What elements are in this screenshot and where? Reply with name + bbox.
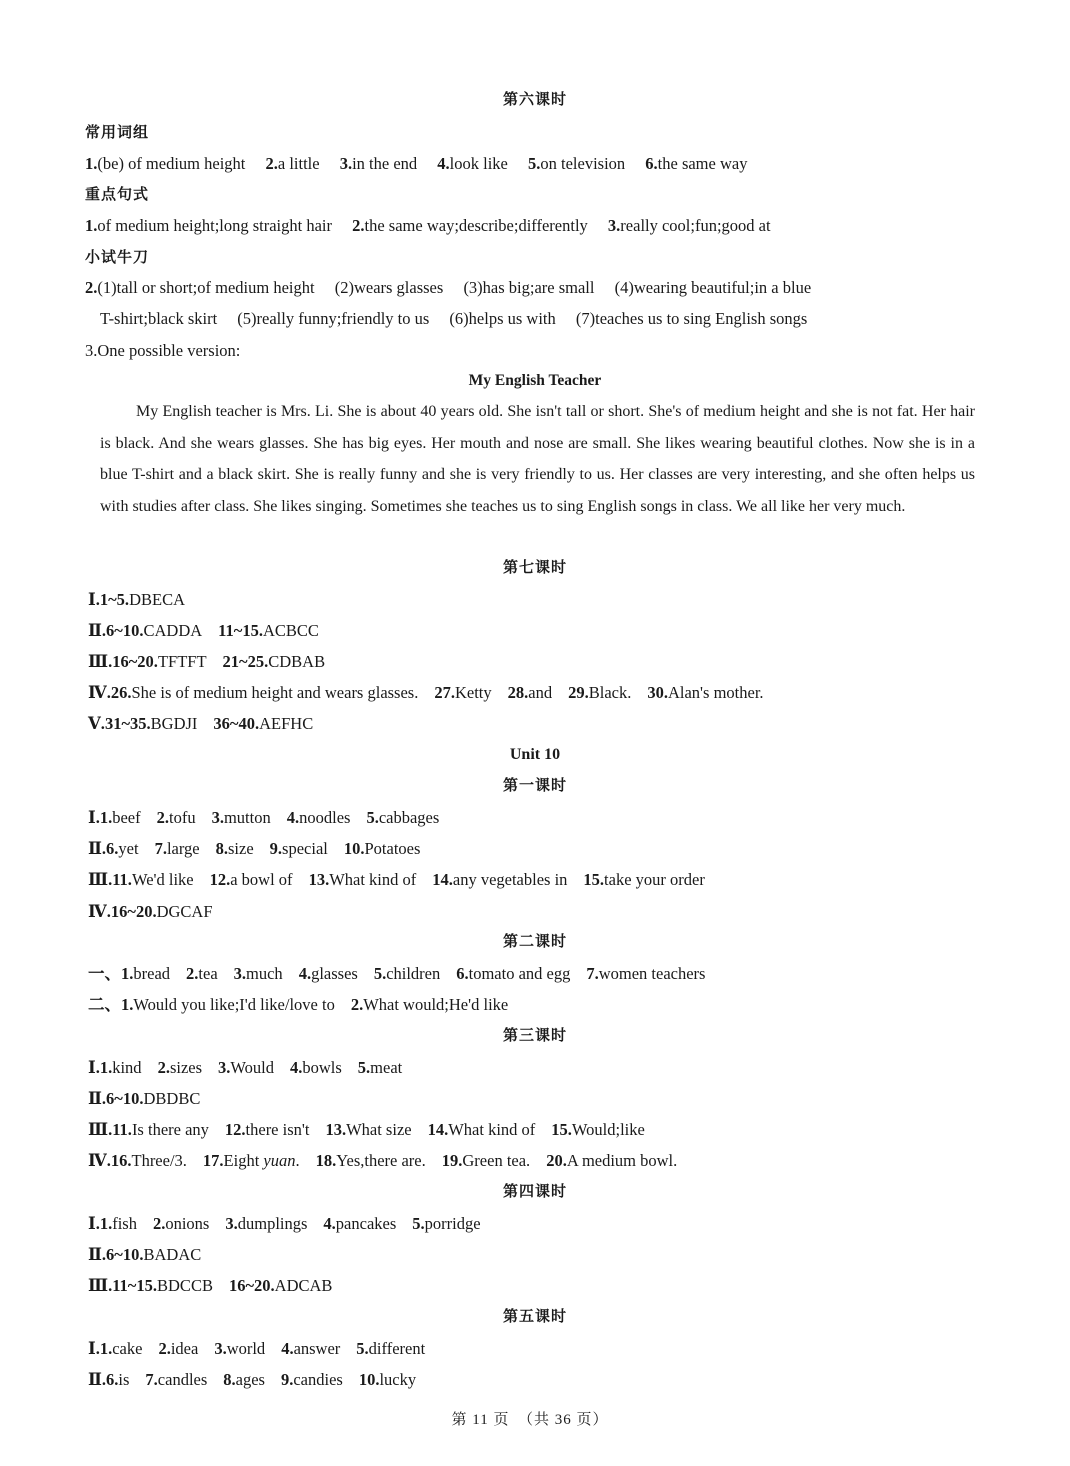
answer-number: 30. — [647, 683, 668, 702]
answer-text: is — [118, 1370, 130, 1389]
answer-text: pancakes — [335, 1214, 397, 1233]
answer-item — [106, 839, 139, 858]
answer-item — [100, 1214, 137, 1233]
answer-text: cake — [112, 1339, 143, 1358]
roman-numeral: Ⅰ. — [88, 1214, 100, 1233]
answer-number: 5. — [373, 964, 387, 983]
answer-item — [112, 870, 193, 889]
answer-text: Potatoes — [364, 839, 421, 858]
answer-row — [88, 872, 705, 889]
roman-numeral: Ⅳ. — [88, 683, 111, 702]
answer-item — [647, 683, 763, 702]
answer-item — [299, 964, 358, 983]
answer-item — [112, 652, 206, 671]
answer-number: 10. — [343, 839, 365, 858]
answer-number: 17. — [202, 1151, 224, 1170]
answer-text: answer — [293, 1339, 341, 1358]
answer-text: Ketty — [454, 683, 492, 702]
answer-text: bread — [133, 964, 171, 983]
answer-item — [356, 1339, 425, 1358]
answer-text: large — [166, 839, 200, 858]
answer-number: 1. — [99, 1058, 113, 1077]
answer-item — [359, 1370, 416, 1389]
answer-number: 20. — [546, 1151, 567, 1170]
answer-number: 2. — [152, 1214, 166, 1233]
answer-item — [432, 870, 567, 889]
answer-number: 18. — [315, 1151, 337, 1170]
answer-text: fish — [112, 1214, 137, 1233]
answer-item — [157, 808, 196, 827]
roman-numeral: Ⅳ. — [88, 1151, 111, 1170]
answer-number: 12. — [224, 1120, 246, 1139]
answer-number: 12. — [209, 870, 231, 889]
answer-number: 11. — [112, 1120, 132, 1139]
answer-item — [290, 1058, 342, 1077]
answer-text: BADAC — [143, 1245, 202, 1264]
answer-text: tomato and egg — [468, 964, 571, 983]
lesson7-title: 第七课时 — [502, 558, 567, 576]
answer-text: What kind of — [329, 870, 417, 889]
essay-paragraph: My English teacher is Mrs. Li. She is about 40 years old. She isn't tall or short. She's of medium height and she is not fat. Her hair is black. And she wears glasses. She has big eyes. Her mouth and nose are small. She likes wearing beautiful clothes. Now she is in a blue T-shirt and a black skirt. She is really funny and she is very friendly to us. Her classes are very interesting, and she often helps us with studies after class. She likes singing. Sometimes she teaches us to sing English songs in class. We all like her very much. — [100, 403, 975, 515]
answer-row — [88, 1278, 332, 1295]
roman-numeral: Ⅲ. — [88, 1276, 113, 1295]
answer-text: cabbages — [378, 808, 440, 827]
answer-number: 4. — [289, 1058, 303, 1077]
roman-numeral: 二、 — [88, 995, 121, 1014]
roman-numeral: Ⅱ. — [88, 621, 107, 640]
roman-numeral: Ⅲ. — [88, 870, 113, 889]
answer-item — [112, 1120, 209, 1139]
answer-number: 4. — [298, 964, 312, 983]
practice-item: (2)wears glasses — [334, 278, 444, 297]
answer-row — [88, 1122, 645, 1139]
answer-item — [216, 839, 254, 858]
phrases-heading: 常用词组 — [85, 123, 150, 141]
answer-item — [234, 964, 283, 983]
answer-item — [153, 1214, 209, 1233]
answer-number: 11~15. — [218, 621, 263, 640]
answer-row — [88, 654, 325, 671]
answer-number: 14. — [432, 870, 453, 889]
unit10-lesson2-title: 第二课时 — [502, 932, 567, 950]
roman-numeral: Ⅱ. — [88, 1245, 107, 1264]
answer-number: 8. — [215, 839, 229, 858]
answer-number: 15. — [583, 870, 605, 889]
answer-item — [323, 1214, 396, 1233]
answer-text: kind — [112, 1058, 142, 1077]
answer-text: women teachers — [598, 964, 706, 983]
answer-text: CDBAB — [268, 652, 326, 671]
answer-item — [309, 870, 417, 889]
answer-item — [442, 1151, 530, 1170]
answer-item — [546, 1151, 677, 1170]
lesson6-title: 第六课时 — [502, 90, 567, 108]
answer-number: 9. — [269, 839, 283, 858]
practice-item: T-shirt;black skirt — [100, 309, 218, 328]
roman-numeral: Ⅱ. — [88, 1370, 107, 1389]
answer-number: 7. — [145, 1370, 158, 1389]
answer-text: noodles — [299, 808, 351, 827]
answer-text: tea — [198, 964, 218, 983]
answer-row — [88, 1153, 677, 1170]
sentence-3: really cool;fun;good at — [620, 216, 771, 235]
answer-item — [218, 621, 319, 640]
answer-item — [344, 839, 421, 858]
answer-number: 29. — [568, 683, 589, 702]
answer-item — [508, 683, 552, 702]
answer-item — [586, 964, 705, 983]
answer-text: sizes — [169, 1058, 203, 1077]
answer-number: 8. — [223, 1370, 236, 1389]
roman-numeral: Ⅱ. — [88, 839, 107, 858]
sentence-2: the same way;describe;differently — [364, 216, 588, 235]
answer-text: bowls — [302, 1058, 342, 1077]
answer-text: yet — [118, 839, 139, 858]
sentences-heading: 重点句式 — [85, 185, 150, 203]
answer-text: Black. — [588, 683, 632, 702]
answer-number: 6. — [106, 839, 119, 858]
practice-item: (3)has big;are small — [463, 278, 595, 297]
roman-numeral: Ⅰ. — [88, 590, 100, 609]
answer-item — [270, 839, 328, 858]
essay-title: My English Teacher — [468, 372, 602, 389]
answer-text: ACBCC — [262, 621, 319, 640]
answer-item — [121, 995, 335, 1014]
answer-number: 16. — [110, 1151, 132, 1170]
answer-item — [106, 1245, 201, 1264]
answer-item — [281, 1370, 343, 1389]
answer-text: We'd like — [131, 870, 194, 889]
answer-number: 28. — [507, 683, 529, 702]
answer-text: She is of medium height and wears glasses. — [131, 683, 419, 702]
answer-number: 2. — [157, 1058, 170, 1077]
answer-row — [88, 997, 508, 1014]
answer-item — [551, 1120, 645, 1139]
answer-text: Yes,there are. — [336, 1151, 426, 1170]
answer-item — [351, 995, 508, 1014]
answer-text: idea — [170, 1339, 199, 1358]
answer-number: 11. — [112, 870, 132, 889]
answer-item — [568, 683, 631, 702]
answer-item — [434, 683, 491, 702]
answer-row — [88, 592, 185, 609]
answer-item — [225, 1214, 307, 1233]
answer-item — [158, 1339, 198, 1358]
answer-text: Alan's mother. — [667, 683, 764, 702]
answer-number: 4. — [286, 808, 300, 827]
answer-item — [229, 1276, 332, 1295]
answer-text: Eight yuan. — [223, 1151, 300, 1170]
answer-item — [106, 621, 202, 640]
answer-text: dumplings — [237, 1214, 308, 1233]
phrases-line: 1.(be) of medium height 2.a little 3.in the end 4.look like 5.on television 6.the same way — [85, 154, 748, 173]
answer-row — [88, 904, 213, 921]
answer-item — [287, 808, 351, 827]
answer-number: 1. — [99, 1214, 113, 1233]
roman-numeral: Ⅰ. — [88, 1339, 100, 1358]
roman-numeral: Ⅰ. — [88, 808, 100, 827]
answer-number: 16~20. — [110, 902, 157, 921]
phrase-3: in the end — [352, 154, 418, 173]
answer-text: porridge — [424, 1214, 481, 1233]
answer-number: 2. — [186, 964, 199, 983]
answer-text: much — [246, 964, 283, 983]
answer-item — [100, 1058, 142, 1077]
answer-text: beef — [112, 808, 141, 827]
answer-number: 2. — [156, 808, 169, 827]
answer-item — [100, 1339, 143, 1358]
phrase-1: (be) of medium height — [97, 154, 246, 173]
answer-row — [88, 1216, 481, 1233]
page-footer: 第 11 页 （共 36 页） — [451, 1412, 609, 1428]
answer-number: 6. — [106, 1370, 119, 1389]
answer-number: 6~10. — [106, 1089, 144, 1108]
answer-item — [105, 714, 197, 733]
answer-number: 19. — [441, 1151, 463, 1170]
answer-item — [223, 1370, 265, 1389]
answer-number: 1. — [121, 964, 134, 983]
answer-number: 6~10. — [106, 1245, 144, 1264]
answer-item — [100, 808, 141, 827]
sentence-1: of medium height;long straight hair — [97, 216, 333, 235]
unit10-lesson3-title: 第三课时 — [502, 1026, 567, 1044]
answer-number: 26. — [110, 683, 132, 702]
answer-number: 2. — [158, 1339, 171, 1358]
answer-item — [223, 652, 326, 671]
roman-numeral: Ⅲ. — [88, 652, 113, 671]
answer-number: 5. — [356, 1339, 369, 1358]
answer-item — [100, 590, 185, 609]
answer-number: 3. — [225, 1214, 238, 1233]
unit10-lesson5-title: 第五课时 — [502, 1307, 567, 1325]
answer-item — [366, 808, 439, 827]
answer-text: DGCAF — [156, 902, 213, 921]
answer-text: children — [386, 964, 441, 983]
answer-text: candies — [293, 1370, 343, 1389]
answer-row — [88, 716, 313, 733]
answer-number: 5. — [357, 1058, 371, 1077]
answer-item — [112, 1276, 213, 1295]
practice-row-1 — [85, 280, 811, 297]
answer-text: Would you like;I'd like/love to — [133, 995, 335, 1014]
answer-item — [213, 714, 313, 733]
answer-number: 1. — [121, 995, 134, 1014]
answer-item — [210, 870, 293, 889]
answer-row — [88, 1091, 200, 1108]
answer-number: 1. — [99, 1339, 113, 1358]
answer-text: Would — [230, 1058, 274, 1077]
practice-item: (6)helps us with — [449, 309, 556, 328]
answer-text: meat — [370, 1058, 403, 1077]
answer-text: there isn't — [245, 1120, 310, 1139]
answer-text: tofu — [169, 808, 196, 827]
answer-number: 36~40. — [213, 714, 260, 733]
answer-text: ADCAB — [274, 1276, 333, 1295]
answer-row — [88, 623, 319, 640]
answer-item — [106, 1370, 129, 1389]
answer-item — [111, 1151, 187, 1170]
sentences-line: 1.of medium height;long straight hair 2.the same way;describe;differently 3.really cool;fun;good at — [85, 216, 771, 235]
answer-item — [456, 964, 570, 983]
answer-item — [212, 808, 271, 827]
answer-number: 6~10. — [106, 621, 144, 640]
answer-number: 7. — [586, 964, 599, 983]
answer-text: take your order — [604, 870, 705, 889]
unit10-lesson1-title: 第一课时 — [502, 776, 567, 794]
answer-item — [214, 1339, 265, 1358]
answer-text: special — [282, 839, 328, 858]
answer-row — [88, 1247, 201, 1264]
answer-text: different — [368, 1339, 426, 1358]
answer-number: 27. — [434, 683, 455, 702]
answer-text: CADDA — [143, 621, 203, 640]
answer-number: 31~35. — [104, 714, 151, 733]
answer-text: What kind of — [448, 1120, 536, 1139]
unit10-title: Unit 10 — [509, 746, 561, 763]
roman-numeral: Ⅳ. — [88, 902, 111, 921]
answer-item — [121, 964, 170, 983]
answer-number: 13. — [308, 870, 330, 889]
answer-item — [145, 1370, 207, 1389]
phrase-4: look like — [449, 154, 508, 173]
phrase-2: a little — [277, 154, 320, 173]
answer-text: BDCCB — [157, 1276, 213, 1295]
roman-numeral: 一、 — [88, 964, 121, 983]
answer-item — [111, 683, 419, 702]
answer-text: any vegetables in — [452, 870, 568, 889]
answer-number: 14. — [427, 1120, 449, 1139]
practice-item: (5)really funny;friendly to us — [237, 309, 430, 328]
answer-text: and — [528, 683, 553, 702]
answer-item — [428, 1120, 536, 1139]
answer-text: BGDJI — [150, 714, 198, 733]
practice-item: (1)tall or short;of medium height — [97, 278, 315, 297]
answer-number: 2. — [350, 995, 364, 1014]
roman-numeral: Ⅴ. — [88, 714, 105, 733]
roman-numeral: Ⅱ. — [88, 1089, 107, 1108]
answer-number: 5. — [366, 808, 379, 827]
answer-number: 16~20. — [228, 1276, 275, 1295]
phrase-6: the same way — [657, 154, 748, 173]
practice-heading: 小试牛刀 — [85, 248, 150, 266]
answer-text: DBECA — [129, 590, 185, 609]
answer-number: 6. — [456, 964, 469, 983]
practice-row-2 — [100, 311, 807, 328]
roman-numeral: Ⅲ. — [88, 1120, 113, 1139]
answer-row — [88, 1341, 425, 1358]
answer-number: 1. — [99, 808, 113, 827]
answer-number: 21~25. — [222, 652, 269, 671]
practice-item: (4)wearing beautiful;in a blue — [614, 278, 812, 297]
answer-text: Three/3. — [131, 1151, 187, 1170]
answer-text: What would;He'd like — [363, 995, 509, 1014]
answer-number: 5. — [412, 1214, 425, 1233]
practice-number: 2. — [85, 278, 98, 297]
answer-item — [158, 1058, 202, 1077]
answer-item — [186, 964, 218, 983]
answer-text: ages — [235, 1370, 265, 1389]
answer-number: 7. — [154, 839, 167, 858]
answer-item — [218, 1058, 274, 1077]
answer-text: What size — [346, 1120, 412, 1139]
answer-text: size — [228, 839, 254, 858]
answer-row — [88, 841, 420, 858]
answer-row — [88, 810, 439, 827]
answer-number: 11~15. — [112, 1276, 158, 1295]
answer-number: 3. — [233, 964, 247, 983]
answer-text: world — [226, 1339, 266, 1358]
answer-row — [88, 685, 764, 702]
unit10-lesson4-title: 第四课时 — [502, 1182, 567, 1200]
answer-number: 16~20. — [112, 652, 158, 671]
answer-text: a bowl of — [230, 870, 293, 889]
answer-text: DBDBC — [143, 1089, 201, 1108]
answer-number: 1~5. — [99, 590, 130, 609]
answer-number: 4. — [323, 1214, 336, 1233]
answer-item — [225, 1120, 310, 1139]
answer-text: mutton — [223, 808, 271, 827]
answer-text: candles — [157, 1370, 208, 1389]
answer-number: 3. — [214, 1339, 227, 1358]
version-label: 3.One possible version: — [85, 341, 241, 360]
answer-text: glasses — [311, 964, 358, 983]
answer-text: lucky — [379, 1370, 417, 1389]
answer-number: 3. — [218, 1058, 231, 1077]
answer-item — [281, 1339, 340, 1358]
roman-numeral: Ⅰ. — [88, 1058, 100, 1077]
phrase-5: on television — [540, 154, 626, 173]
answer-row — [88, 1372, 416, 1389]
answer-item — [583, 870, 704, 889]
answer-number: 10. — [358, 1370, 380, 1389]
answer-item — [111, 902, 213, 921]
answer-text: Is there any — [131, 1120, 209, 1139]
answer-text: Green tea. — [462, 1151, 531, 1170]
answer-text: AEFHC — [259, 714, 314, 733]
answer-number: 15. — [551, 1120, 572, 1139]
answer-row — [88, 966, 705, 983]
answer-item — [374, 964, 440, 983]
answer-item — [358, 1058, 402, 1077]
answer-text: A medium bowl. — [566, 1151, 678, 1170]
answer-text: Would;like — [571, 1120, 645, 1139]
answer-item — [325, 1120, 411, 1139]
answer-number: 9. — [280, 1370, 294, 1389]
answer-item — [203, 1151, 300, 1170]
answer-item — [106, 1089, 200, 1108]
answer-item — [316, 1151, 426, 1170]
practice-item: (7)teaches us to sing English songs — [575, 309, 808, 328]
answer-text: TFTFT — [157, 652, 207, 671]
essay-body — [100, 396, 975, 522]
answer-item — [412, 1214, 480, 1233]
answer-item — [155, 839, 200, 858]
answer-number: 3. — [211, 808, 224, 827]
answer-row — [88, 1060, 402, 1077]
answer-number: 13. — [325, 1120, 347, 1139]
answer-number: 4. — [281, 1339, 294, 1358]
answer-text: onions — [165, 1214, 210, 1233]
